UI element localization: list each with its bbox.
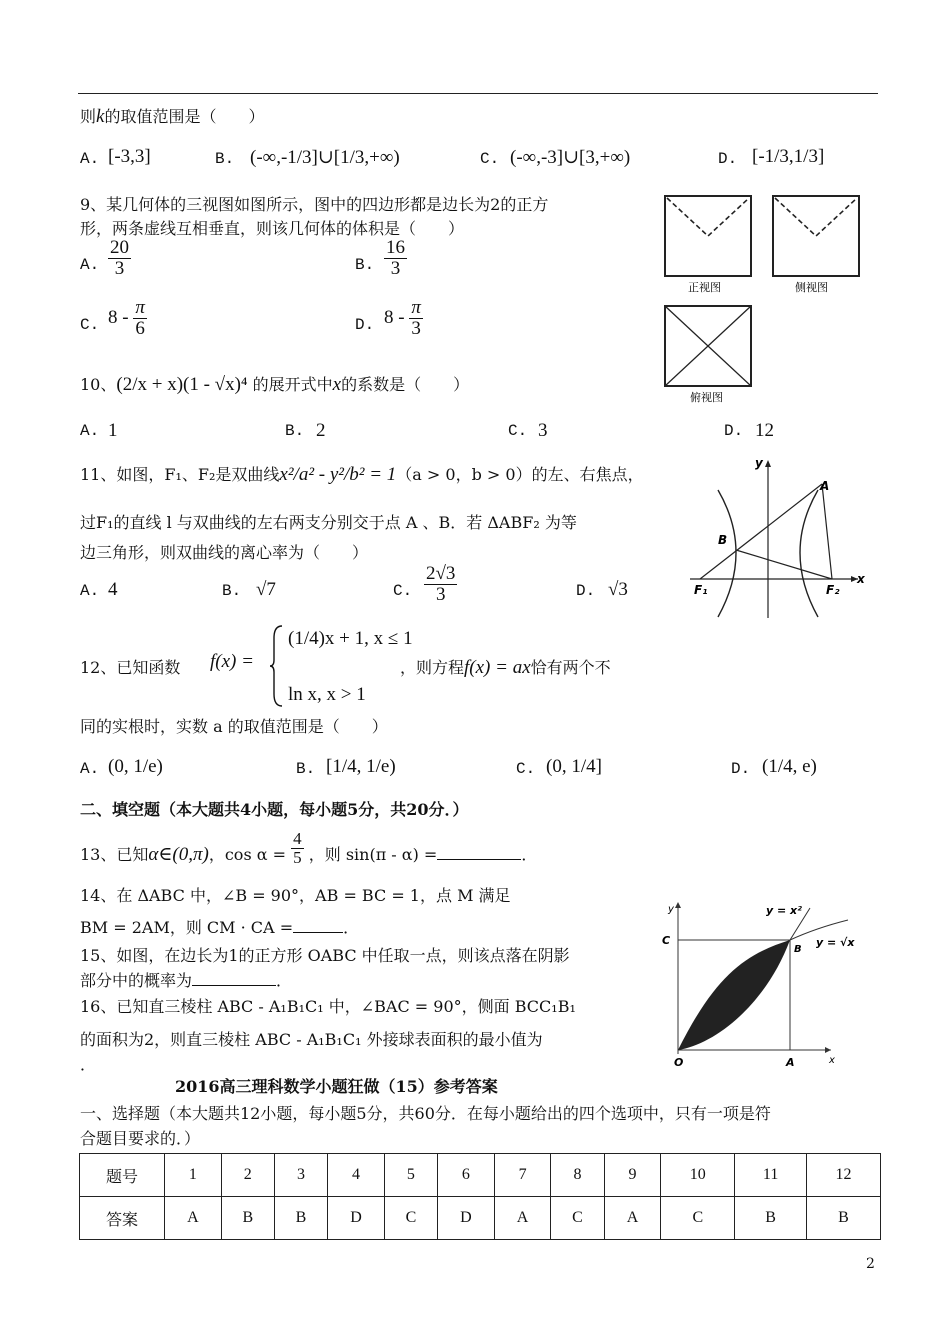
table-cell: D (438, 1197, 495, 1240)
table-cell: A (494, 1197, 551, 1240)
q9-stem-line1: 9、某几何体的三视图如图所示，图中的四边形都是边长为2的正方 (80, 195, 549, 214)
table-cell: C (384, 1197, 437, 1240)
table-cell: 11 (735, 1154, 807, 1197)
q11-option-c-label: C. (393, 582, 413, 600)
hyperbola-x-label: x (857, 572, 865, 586)
answer-table-number-header: 题号 (80, 1154, 165, 1197)
q16-stem-line2: 的面积为2，则直三棱柱 ABC - A₁B₁C₁ 外接球表面积的最小值为 (80, 1030, 543, 1049)
q9-option-b-value: $\frac{16}{3}$ (386, 237, 405, 279)
q12-option-b-value: [1/4, 1/e) (326, 756, 396, 777)
q16-stem-line1: 16、已知直三棱柱 ABC - A₁B₁C₁ 中，∠BAC = 90°，侧面 BCC₁B₁ (80, 997, 576, 1016)
hyperbola-y-label: y (755, 456, 763, 470)
q9-option-c-label: C. (80, 316, 100, 334)
q12-option-d-label: D. (731, 760, 751, 778)
q12-option-a-value: (0, 1/e) (108, 756, 163, 777)
q16-stem-line3: ． (80, 1055, 97, 1074)
section1-line1: 一、选择题（本大题共12小题，每小题5分，共60分．在每小题给出的四个选项中，只有一项是符 (80, 1104, 771, 1123)
q9-option-a-value: $\frac{20}{3}$ (110, 237, 129, 279)
answer-table-row-answers (80, 1197, 881, 1240)
front-view (665, 196, 751, 276)
q12-case2: ln x, x > 1 (288, 684, 366, 705)
q11-option-b-value: √7 (256, 579, 276, 600)
table-cell: 3 (274, 1154, 327, 1197)
front-view-label: 正视图 (688, 281, 721, 294)
q9-option-a-label: A. (80, 256, 100, 274)
table-cell: B (221, 1197, 274, 1240)
q10-option-d-label: D. (724, 422, 744, 440)
point-c-label: C (662, 934, 671, 947)
table-cell: D (328, 1197, 385, 1240)
q10-option-a-label: A. (80, 422, 100, 440)
q9-option-d-label: D. (355, 316, 375, 334)
q11-stem-line2: 过F₁的直线 l 与双曲线的左右两支分别交于点 A 、B．若 ΔABF₂ 为等 (80, 513, 577, 532)
table-cell: C (551, 1197, 604, 1240)
table-cell: 2 (221, 1154, 274, 1197)
q9-option-c-value: 8 - $\frac{\pi}{6}$ (108, 297, 145, 339)
q10-option-b-value: 2 (316, 420, 326, 441)
q9-option-b-label: B. (355, 256, 375, 274)
section1-line2: 合题目要求的．） (80, 1129, 201, 1148)
q8-option-d-value: [-1/3,1/3] (752, 146, 825, 167)
answer-title: 2016高三理科数学小题狂做（15）参考答案 (175, 1077, 498, 1096)
q11-option-d-value: √3 (608, 579, 628, 600)
point-a-label: A (820, 479, 830, 493)
three-view-figure (655, 190, 870, 405)
q12-option-d-value: (1/4, e) (762, 756, 817, 777)
q11-hyperbola-equation: x²/a² - y²/b² = 1 (279, 464, 397, 485)
q12-prefix: 12、已知函数 (80, 658, 181, 677)
table-cell: A (165, 1197, 222, 1240)
region-y-label: y (668, 904, 674, 915)
square-region-figure (656, 894, 856, 1074)
q9-stem-line2: 形，两条虚线互相垂直，则该几何体的体积是（ ） (80, 219, 465, 238)
table-cell: B (806, 1197, 880, 1240)
q8-option-b-label: B. (215, 150, 235, 168)
side-view-label: 侧视图 (795, 281, 828, 294)
q8-option-d-label: D. (718, 150, 738, 168)
q12-option-b-label: B. (296, 760, 316, 778)
shaded-region (678, 940, 790, 1050)
q15-stem-line2: 部分中的概率为 ． (80, 971, 293, 990)
top-view (665, 306, 751, 386)
q10-option-b-label: B. (285, 422, 305, 440)
q10-option-d-value: 12 (755, 420, 774, 441)
q15-stem-line1: 15、如图，在边长为1的正方形 OABC 中任取一点，则该点落在阴影 (80, 946, 570, 965)
q12-mid: ，则方程f(x) = ax恰有两个不 (400, 657, 611, 678)
side-view (773, 196, 859, 276)
hyperbola-figure (680, 452, 870, 622)
q11-option-d-label: D. (576, 582, 596, 600)
piecewise-brace (270, 624, 284, 708)
point-o-label: O (674, 1056, 684, 1069)
q11-option-b-label: B. (222, 582, 242, 600)
q11-option-c-value: $\frac{2√3}{3}$ (426, 563, 456, 605)
page-number: 2 (866, 1256, 875, 1272)
table-cell: 7 (494, 1154, 551, 1197)
table-cell: 5 (384, 1154, 437, 1197)
q8-option-a-label: A. (80, 150, 100, 168)
q10-option-c-label: C. (508, 422, 528, 440)
q8-option-c-value: (-∞,-3]∪[3,+∞) (510, 147, 631, 168)
q12-case1: (1/4)x + 1, x ≤ 1 (288, 628, 413, 649)
table-cell: B (735, 1197, 807, 1240)
header-rule (78, 93, 878, 94)
table-cell: 12 (806, 1154, 880, 1197)
q8-stem: 则k的取值范围是（ ） (80, 106, 265, 127)
q14-stem-line1: 14、在 ΔABC 中，∠B = 90°，AB = BC = 1，点 M 满足 (80, 886, 511, 905)
q12-fx: f(x) = (210, 651, 254, 672)
q11-option-a-label: A. (80, 582, 100, 600)
top-view-label: 俯视图 (690, 391, 723, 404)
q12-option-c-label: C. (516, 760, 536, 778)
curve-label-sqrt: y = √x (816, 936, 855, 949)
answer-table-row-numbers (80, 1154, 881, 1197)
q10-stem: 10、(2/x + x)(1 - √x)⁴ 的展开式中x的系数是（ ） (80, 374, 470, 395)
table-cell: 4 (328, 1154, 385, 1197)
table-cell: 8 (551, 1154, 604, 1197)
q9-option-d-value: 8 - $\frac{\pi}{3}$ (384, 297, 421, 339)
point-a-label-2: A (786, 1056, 795, 1069)
q11-stem-line1: 11、如图，F₁、F₂是双曲线x²/a² - y²/b² = 1（a > 0，b > 0）的左、右焦点， (80, 464, 644, 485)
q8-option-c-label: C. (480, 150, 500, 168)
point-f1-label: F₁ (694, 583, 708, 597)
curve-label-parabola: y = x² (766, 904, 802, 917)
q10-expression: (2/x + x)(1 - √x)⁴ (116, 374, 248, 395)
region-x-label: x (829, 1055, 835, 1066)
point-f2-label: F₂ (826, 583, 840, 597)
table-cell: 9 (604, 1154, 661, 1197)
table-cell: A (604, 1197, 661, 1240)
table-cell: 6 (438, 1154, 495, 1197)
point-b-label-2: B (794, 944, 802, 955)
answer-table-answer-header: 答案 (80, 1197, 165, 1240)
q12-option-c-value: (0, 1/4] (546, 756, 602, 777)
q8-option-a-value: [-3,3] (108, 146, 151, 167)
q10-option-c-value: 3 (538, 420, 548, 441)
point-b-label: B (718, 533, 728, 547)
answer-table (79, 1153, 881, 1240)
q8-option-b-value: (-∞,-1/3]∪[1/3,+∞) (250, 147, 400, 168)
section2-heading: 二、填空题（本大题共4小题，每小题5分，共20分．） (80, 800, 469, 819)
q11-stem-line3: 边三角形，则双曲线的离心率为（ ） (80, 543, 369, 562)
table-cell: 10 (661, 1154, 735, 1197)
q12-equation: f(x) = ax (464, 657, 531, 678)
table-cell: 1 (165, 1154, 222, 1197)
table-cell: C (661, 1197, 735, 1240)
hyperbola-right-branch (800, 490, 818, 617)
q13-stem: 13、已知α∈(0,π)，cos α = $\frac{4}{5}$ ，则 sin(π - α) = ． (80, 829, 538, 867)
q14-stem-line2: BM = 2AM，则 CM · CA = ． (80, 918, 360, 937)
q11-option-a-value: 4 (108, 579, 118, 600)
table-cell: B (274, 1197, 327, 1240)
q10-option-a-value: 1 (108, 420, 118, 441)
q12-stem-line2: 同的实根时，实数 a 的取值范围是（ ） (80, 717, 388, 736)
q12-option-a-label: A. (80, 760, 100, 778)
